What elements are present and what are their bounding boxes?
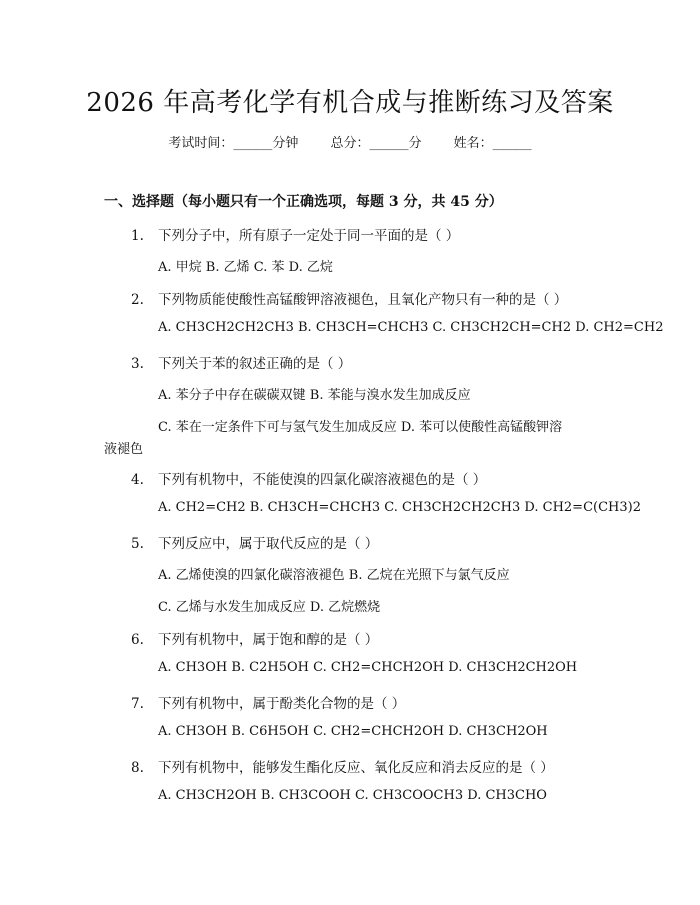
- student-name-field: 姓名：______: [453, 136, 532, 151]
- question-3-options-line3: 液褪色: [104, 442, 144, 457]
- section-heading: 一、选择题（每小题只有一个正确选项，每题 3 分，共 45 分）: [104, 194, 503, 210]
- question-text: 下列分子中，所有原子一定处于同一平面的是（ ）: [158, 228, 460, 244]
- question-4-options: A. CH2=CH2 B. CH3CH=CHCH3 C. CH3CH2CH2CH3 D. CH2=C(CH3)2: [158, 500, 641, 515]
- exam-meta: [0, 132, 700, 151]
- question-7: [131, 692, 405, 712]
- question-number: 2.: [131, 292, 144, 308]
- question-number: 6.: [131, 632, 144, 648]
- question-1: [131, 224, 459, 244]
- page-title: 2026 年高考化学有机合成与推断练习及答案: [86, 88, 614, 118]
- question-6-options: A. CH3OH B. C2H5OH C. CH2=CHCH2OH D. CH3CH2CH2OH: [158, 660, 578, 675]
- question-text: 下列物质能使酸性高锰酸钾溶液褪色，且氧化产物只有一种的是（ ）: [158, 292, 568, 308]
- question-8-options: A. CH3CH2OH B. CH3COOH C. CH3COOCH3 D. CH3CHO: [158, 788, 547, 803]
- question-text: 下列有机物中，不能使溴的四氯化碳溶液褪色的是（ ）: [158, 472, 487, 488]
- question-3-options-line2: C. 苯在一定条件下可与氢气发生加成反应 D. 苯可以使酸性高锰酸钾溶: [158, 420, 563, 435]
- question-number: 3.: [131, 356, 144, 372]
- question-number: 5.: [131, 536, 144, 552]
- question-text: 下列有机物中，属于饱和醇的是（ ）: [158, 632, 379, 648]
- question-text: 下列有机物中，能够发生酯化反应、氧化反应和消去反应的是（ ）: [158, 760, 554, 776]
- question-text: 下列反应中，属于取代反应的是（ ）: [158, 536, 379, 552]
- question-1-options: A. 甲烷 B. 乙烯 C. 苯 D. 乙烷: [158, 260, 333, 275]
- question-text: 下列有机物中，属于酚类化合物的是（ ）: [158, 696, 406, 712]
- question-4: [131, 468, 486, 488]
- exam-time-field: 考试时间：______分钟: [168, 136, 299, 151]
- question-text: 下列关于苯的叙述正确的是（ ）: [158, 356, 352, 372]
- question-number: 7.: [131, 696, 144, 712]
- question-3: [131, 352, 351, 372]
- question-5-options-line2: C. 乙烯与水发生加成反应 D. 乙烷燃烧: [158, 600, 381, 615]
- total-score-field: 总分：______分: [330, 136, 422, 151]
- question-number: 4.: [131, 472, 144, 488]
- question-2: [131, 288, 567, 308]
- question-2-options: A. CH3CH2CH2CH3 B. CH3CH=CHCH3 C. CH3CH2CH=CH2 D. CH2=CH2: [158, 320, 664, 335]
- question-number: 1.: [131, 228, 144, 244]
- question-3-options-line1: A. 苯分子中存在碳碳双键 B. 苯能与溴水发生加成反应: [158, 388, 471, 403]
- question-5: [131, 532, 378, 552]
- question-number: 8.: [131, 760, 144, 776]
- question-8: [131, 756, 554, 776]
- question-5-options-line1: A. 乙烯使溴的四氯化碳溶液褪色 B. 乙烷在光照下与氯气反应: [158, 568, 510, 583]
- question-7-options: A. CH3OH B. C6H5OH C. CH2=CHCH2OH D. CH3CH2OH: [158, 724, 548, 739]
- question-6: [131, 628, 378, 648]
